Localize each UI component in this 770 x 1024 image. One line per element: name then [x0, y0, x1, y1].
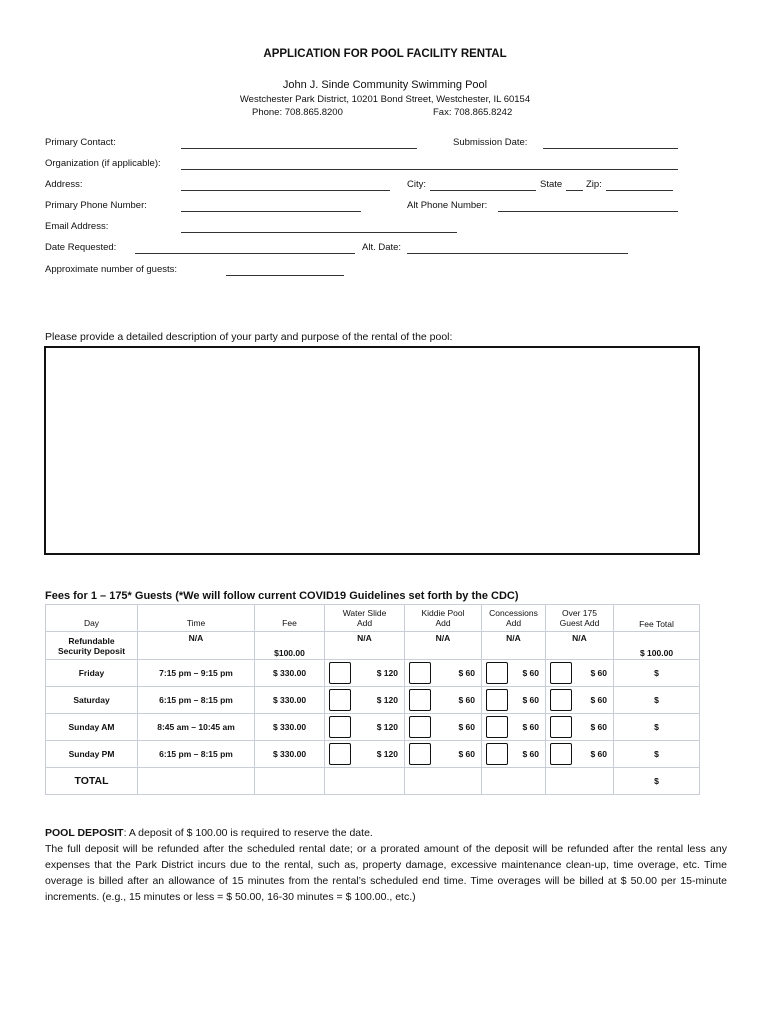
- district-address: Westchester Park District, 10201 Bond Street, Westchester, IL 60154: [239, 94, 531, 105]
- alt-date-field[interactable]: [407, 253, 628, 254]
- over-175-price: $ 60: [590, 749, 607, 759]
- phone-number: Phone: 708.865.8200: [252, 107, 343, 118]
- total-empty: [255, 768, 325, 795]
- row-total: $: [614, 714, 700, 741]
- deposit-time: N/A: [138, 632, 255, 660]
- kiddie-pool-cell: [405, 660, 482, 687]
- over-175-checkbox[interactable]: [550, 716, 572, 738]
- description-textarea[interactable]: [44, 346, 700, 555]
- deposit-intro: [45, 825, 727, 841]
- concessions-checkbox[interactable]: [486, 689, 508, 711]
- over-175-checkbox[interactable]: [550, 689, 572, 711]
- fee-row-sunday-am: [46, 714, 700, 741]
- concessions-price: $ 60: [522, 749, 539, 759]
- header-kiddie-pool: Kiddie Pool Add: [405, 605, 482, 632]
- water-slide-price: $ 120: [376, 749, 398, 759]
- pool-name: John J. Sinde Community Swimming Pool: [282, 79, 488, 91]
- state-field[interactable]: [566, 190, 583, 191]
- concessions-cell: [482, 687, 546, 714]
- kiddie-pool-price: $ 60: [458, 722, 475, 732]
- kiddie-pool-checkbox[interactable]: [409, 743, 431, 765]
- water-slide-cell: [325, 714, 405, 741]
- water-slide-price: $ 120: [376, 668, 398, 678]
- over-175-cell: [546, 714, 614, 741]
- kiddie-pool-cell: [405, 714, 482, 741]
- pool-deposit-section: [45, 825, 727, 905]
- organization-field[interactable]: [181, 169, 678, 170]
- concessions-checkbox[interactable]: [486, 662, 508, 684]
- total-empty: [138, 768, 255, 795]
- deposit-body: The full deposit will be refunded after the scheduled rental date; or a prorated amount of the deposit will be refunded after the rental less any expenses that the Park District incurs due to the rental, such as, property damage, excessive maintenance clean-up, time overage, etc. Time overage is billed after an allowance of 15 minutes from the rental’s scheduled end time. Time overages will be billed at $ 50.00 per 15-minute increments. (e.g., 15 minutes or less = $ 50.00, 16-30 minutes = $ 100.00., etc.): [45, 843, 727, 903]
- header-fee: Fee: [255, 605, 325, 632]
- deposit-day: Refundable Security Deposit: [46, 632, 138, 660]
- concessions-cell: [482, 741, 546, 768]
- row-time: 8:45 am – 10:45 am: [138, 714, 255, 741]
- row-total: $: [614, 687, 700, 714]
- deposit-row: [46, 632, 700, 660]
- header-day: Day: [46, 605, 138, 632]
- deposit-water-slide: N/A: [325, 632, 405, 660]
- kiddie-pool-price: $ 60: [458, 668, 475, 678]
- city-field[interactable]: [430, 190, 536, 191]
- zip-field[interactable]: [606, 190, 673, 191]
- primary-contact-field[interactable]: [181, 148, 417, 149]
- over-175-price: $ 60: [590, 668, 607, 678]
- address-field[interactable]: [181, 190, 390, 191]
- over-175-cell: [546, 741, 614, 768]
- state-label: State: [540, 179, 563, 190]
- row-fee: $ 330.00: [255, 687, 325, 714]
- row-total: $: [614, 741, 700, 768]
- deposit-fee: $100.00: [255, 632, 325, 660]
- over-175-cell: [546, 660, 614, 687]
- zip-label: Zip:: [586, 179, 602, 190]
- row-fee: $ 330.00: [255, 660, 325, 687]
- water-slide-cell: [325, 741, 405, 768]
- total-row: [46, 768, 700, 795]
- total-empty: [405, 768, 482, 795]
- water-slide-cell: [325, 687, 405, 714]
- concessions-price: $ 60: [522, 668, 539, 678]
- form-title: APPLICATION FOR POOL FACILITY RENTAL: [263, 48, 507, 60]
- concessions-cell: [482, 714, 546, 741]
- concessions-checkbox[interactable]: [486, 743, 508, 765]
- primary-contact-label: Primary Contact:: [45, 137, 116, 148]
- fax-number: Fax: 708.865.8242: [433, 107, 513, 118]
- row-day: Sunday AM: [46, 714, 138, 741]
- deposit-label: POOL DEPOSIT: [45, 827, 124, 839]
- date-requested-label: Date Requested:: [45, 242, 117, 253]
- kiddie-pool-cell: [405, 687, 482, 714]
- header-over-175: Over 175 Guest Add: [546, 605, 614, 632]
- deposit-total: $ 100.00: [614, 632, 700, 660]
- header-time: Time: [138, 605, 255, 632]
- row-day: Friday: [46, 660, 138, 687]
- kiddie-pool-price: $ 60: [458, 695, 475, 705]
- total-value: $: [614, 768, 700, 795]
- fees-table: [45, 604, 700, 795]
- row-day: Saturday: [46, 687, 138, 714]
- deposit-line1: : A deposit of $ 100.00 is required to reserve the date.: [123, 827, 373, 839]
- over-175-cell: [546, 687, 614, 714]
- over-175-checkbox[interactable]: [550, 662, 572, 684]
- row-time: 6:15 pm – 8:15 pm: [138, 741, 255, 768]
- concessions-price: $ 60: [522, 695, 539, 705]
- fees-title: Fees for 1 – 175* Guests (*We will follow current COVID19 Guidelines set forth by the CDC): [45, 590, 519, 602]
- header-fee-total: Fee Total: [614, 605, 700, 632]
- fee-row-sunday-pm: [46, 741, 700, 768]
- alt-date-label: Alt. Date:: [362, 242, 402, 253]
- total-label: TOTAL: [46, 768, 138, 795]
- water-slide-checkbox[interactable]: [329, 662, 351, 684]
- fee-row-saturday: [46, 687, 700, 714]
- date-requested-field[interactable]: [135, 253, 355, 254]
- deposit-over-175: N/A: [546, 632, 614, 660]
- guests-field[interactable]: [226, 275, 344, 276]
- concessions-checkbox[interactable]: [486, 716, 508, 738]
- deposit-concessions: N/A: [482, 632, 546, 660]
- submission-date-label: Submission Date:: [453, 137, 528, 148]
- kiddie-pool-checkbox[interactable]: [409, 662, 431, 684]
- row-time: 6:15 pm – 8:15 pm: [138, 687, 255, 714]
- kiddie-pool-checkbox[interactable]: [409, 716, 431, 738]
- total-empty: [546, 768, 614, 795]
- over-175-checkbox[interactable]: [550, 743, 572, 765]
- water-slide-checkbox[interactable]: [329, 716, 351, 738]
- primary-phone-label: Primary Phone Number:: [45, 200, 147, 211]
- row-fee: $ 330.00: [255, 714, 325, 741]
- header-concessions: Concessions Add: [482, 605, 546, 632]
- alt-phone-field[interactable]: [498, 211, 678, 212]
- concessions-price: $ 60: [522, 722, 539, 732]
- header-water-slide: Water Slide Add: [325, 605, 405, 632]
- water-slide-price: $ 120: [376, 722, 398, 732]
- description-label: Please provide a detailed description of your party and purpose of the rental of the pool:: [45, 331, 453, 343]
- kiddie-pool-checkbox[interactable]: [409, 689, 431, 711]
- total-empty: [325, 768, 405, 795]
- over-175-price: $ 60: [590, 695, 607, 705]
- row-fee: $ 330.00: [255, 741, 325, 768]
- water-slide-price: $ 120: [376, 695, 398, 705]
- row-total: $: [614, 660, 700, 687]
- alt-phone-label: Alt Phone Number:: [407, 200, 488, 211]
- organization-label: Organization (if applicable):: [45, 158, 161, 169]
- fee-row-friday: [46, 660, 700, 687]
- email-field[interactable]: [181, 232, 457, 233]
- fees-header-row: [46, 605, 700, 632]
- concessions-cell: [482, 660, 546, 687]
- water-slide-cell: [325, 660, 405, 687]
- email-label: Email Address:: [45, 221, 109, 232]
- over-175-price: $ 60: [590, 722, 607, 732]
- submission-date-field[interactable]: [543, 148, 678, 149]
- kiddie-pool-cell: [405, 741, 482, 768]
- city-label: City:: [407, 179, 426, 190]
- deposit-kiddie-pool: N/A: [405, 632, 482, 660]
- address-label: Address:: [45, 179, 83, 190]
- guests-label: Approximate number of guests:: [45, 264, 178, 275]
- water-slide-checkbox[interactable]: [329, 689, 351, 711]
- water-slide-checkbox[interactable]: [329, 743, 351, 765]
- row-day: Sunday PM: [46, 741, 138, 768]
- total-empty: [482, 768, 546, 795]
- primary-phone-field[interactable]: [181, 211, 361, 212]
- kiddie-pool-price: $ 60: [458, 749, 475, 759]
- row-time: 7:15 pm – 9:15 pm: [138, 660, 255, 687]
